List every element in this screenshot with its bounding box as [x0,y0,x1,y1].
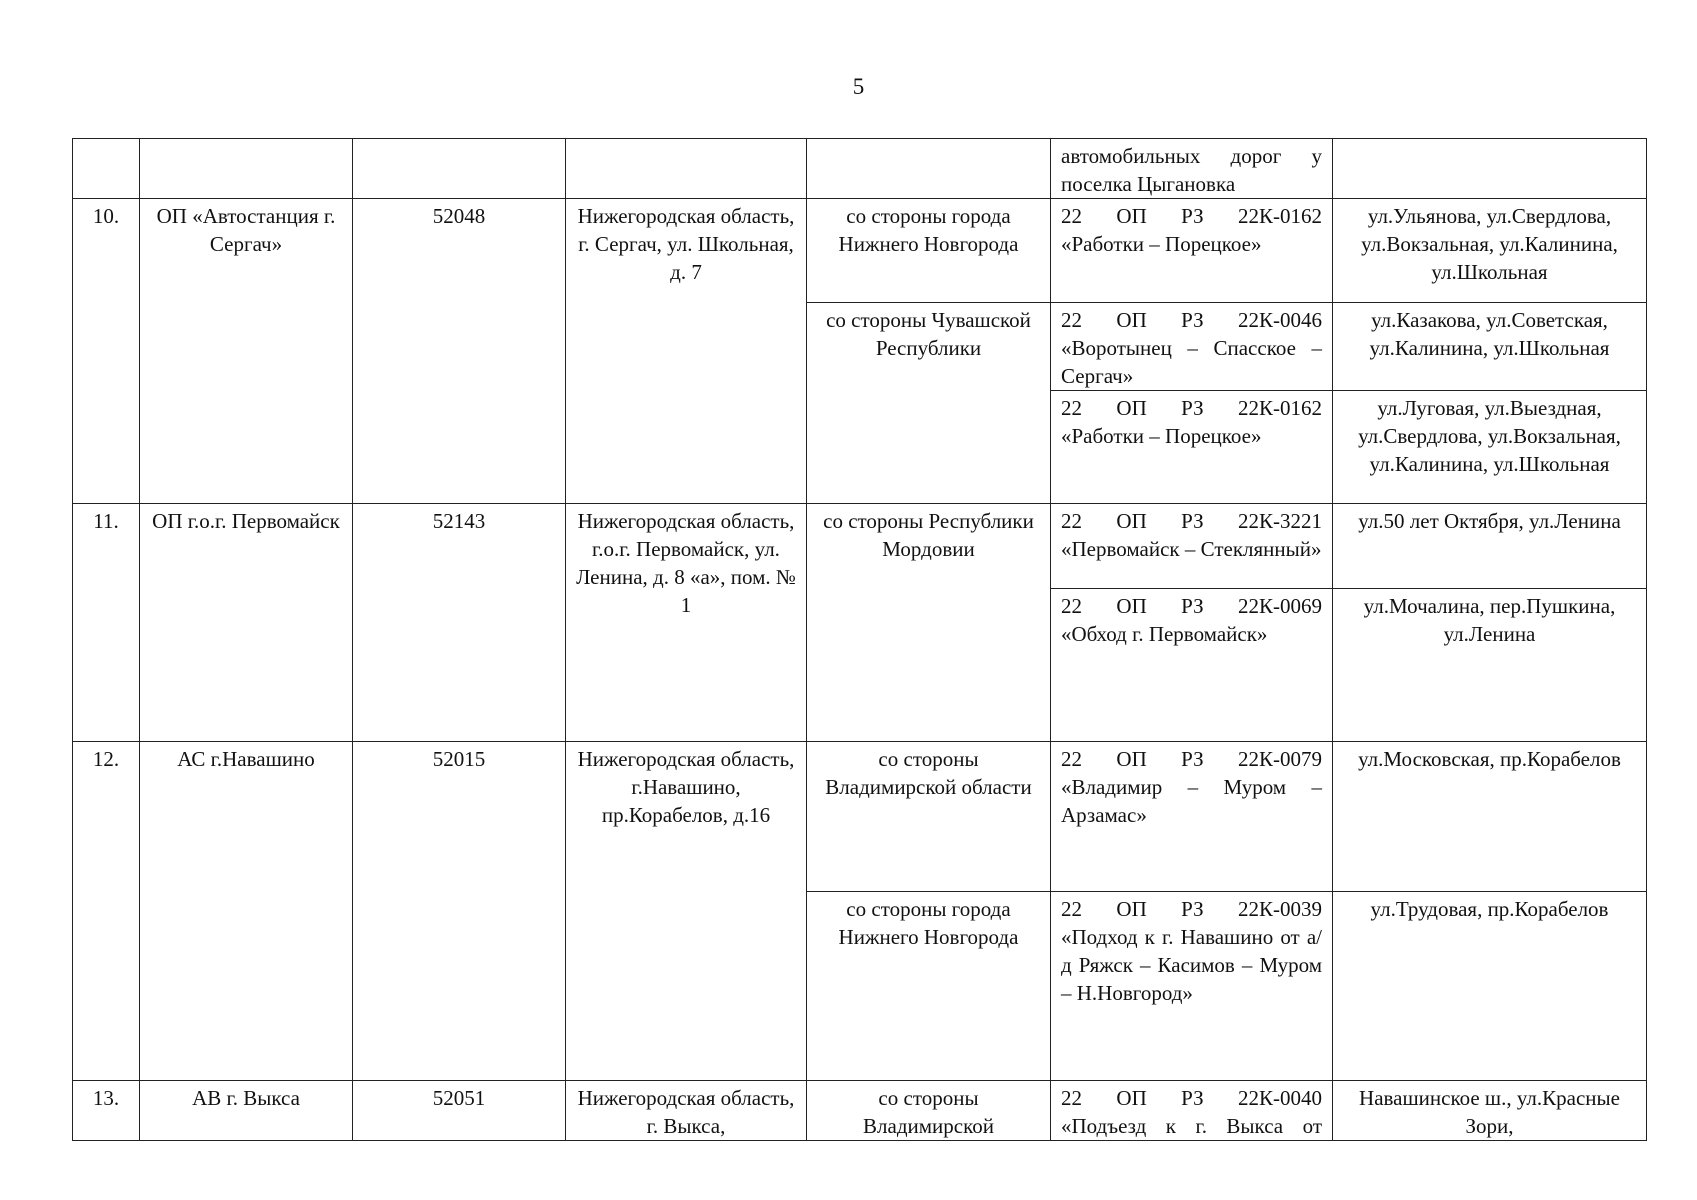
row-number: 11. [73,504,140,742]
direction: со стороны города Нижнего Новгорода [807,892,1051,1081]
row-number: 12. [73,742,140,1081]
table-cell [140,139,353,199]
road-cell [1051,892,1333,1081]
road-name: «Первомайск – Стеклянный» [1061,537,1322,561]
station-address: Нижегородская область, г. Сергач, ул. Школьная, д. 7 [566,199,807,504]
road-code: 22 ОП РЗ 22К-0040 [1061,1086,1322,1110]
table-row [73,1081,1647,1141]
table-cell [566,139,807,199]
station-code: 52143 [353,504,566,742]
road-name: «Работки – Порецкое» [1061,424,1262,448]
streets: ул.Луговая, ул.Выездная, ул.Свердлова, ул.Вокзальная, ул.Калинина, ул.Школьная [1333,391,1647,504]
road-cell [1051,1081,1333,1141]
station-address: Нижегородская область, г.Навашино, пр.Корабелов, д.16 [566,742,807,1081]
road-cell [1051,504,1333,589]
road-code: 22 ОП РЗ 22К-0162 [1061,204,1322,228]
road-code: 22 ОП РЗ 22К-0069 [1061,594,1322,618]
direction: со стороны Владимирской [807,1081,1051,1141]
direction: со стороны Владимирской области [807,742,1051,892]
table-row [73,199,1647,303]
road-name: «Воротынец – Спасское – Сергач» [1061,336,1322,388]
station-code: 52015 [353,742,566,1081]
direction: со стороны города Нижнего Новгорода [807,199,1051,303]
stations-table [72,138,1647,1141]
station-name: ОП «Автостанция г. Сергач» [140,199,353,504]
road-name: «Подход к г. Навашино от а/д Ряжск – Касимов – Муром – Н.Новгород» [1061,925,1322,1005]
streets: ул.50 лет Октября, ул.Ленина [1333,504,1647,589]
station-code: 52051 [353,1081,566,1141]
streets: ул.Мочалина, пер.Пушкина, ул.Ленина [1333,589,1647,742]
road-cell [1051,589,1333,742]
road-cell: автомобильных дорог у поселка Цыгановка [1051,139,1333,199]
table-cell [1333,139,1647,199]
streets: Навашинское ш., ул.Красные Зори, [1333,1081,1647,1141]
row-number: 13. [73,1081,140,1141]
table-row [73,139,1647,199]
road-name: «Обход г. Первомайск» [1061,622,1268,646]
road-code: 22 ОП РЗ 22К-0039 [1061,897,1322,921]
table-cell [353,139,566,199]
table-cell [807,139,1051,199]
road-name: «Работки – Порецкое» [1061,232,1262,256]
station-name: АС г.Навашино [140,742,353,1081]
direction: со стороны Республики Мордовии [807,504,1051,742]
page-number: 5 [852,74,865,99]
table-cell [73,139,140,199]
streets: ул.Ульянова, ул.Свердлова, ул.Вокзальная, ул.Калинина, ул.Школьная [1333,199,1647,303]
streets: ул.Трудовая, пр.Корабелов [1333,892,1647,1081]
station-code: 52048 [353,199,566,504]
station-name: ОП г.о.г. Первомайск [140,504,353,742]
road-cell [1051,742,1333,892]
road-code: 22 ОП РЗ 22К-0079 [1061,747,1322,771]
table-row [73,742,1647,892]
streets: ул.Казакова, ул.Советская, ул.Калинина, ул.Школьная [1333,303,1647,391]
station-address: Нижегородская область, г. Выкса, [566,1081,807,1141]
road-code: 22 ОП РЗ 22К-0046 [1061,308,1322,332]
road-name: «Владимир – Муром – Арзамас» [1061,775,1322,827]
table-row [73,504,1647,589]
direction: со стороны Чувашской Республики [807,303,1051,504]
row-number: 10. [73,199,140,504]
road-name: «Подъезд к г. Выкса от [1061,1114,1322,1138]
road-code: 22 ОП РЗ 22К-3221 [1061,509,1322,533]
road-cell [1051,391,1333,504]
road-code: 22 ОП РЗ 22К-0162 [1061,396,1322,420]
road-cell [1051,199,1333,303]
streets: ул.Московская, пр.Корабелов [1333,742,1647,892]
station-name: АВ г. Выкса [140,1081,353,1141]
road-cell [1051,303,1333,391]
station-address: Нижегородская область, г.о.г. Первомайск, ул. Ленина, д. 8 «а», пом. № 1 [566,504,807,742]
